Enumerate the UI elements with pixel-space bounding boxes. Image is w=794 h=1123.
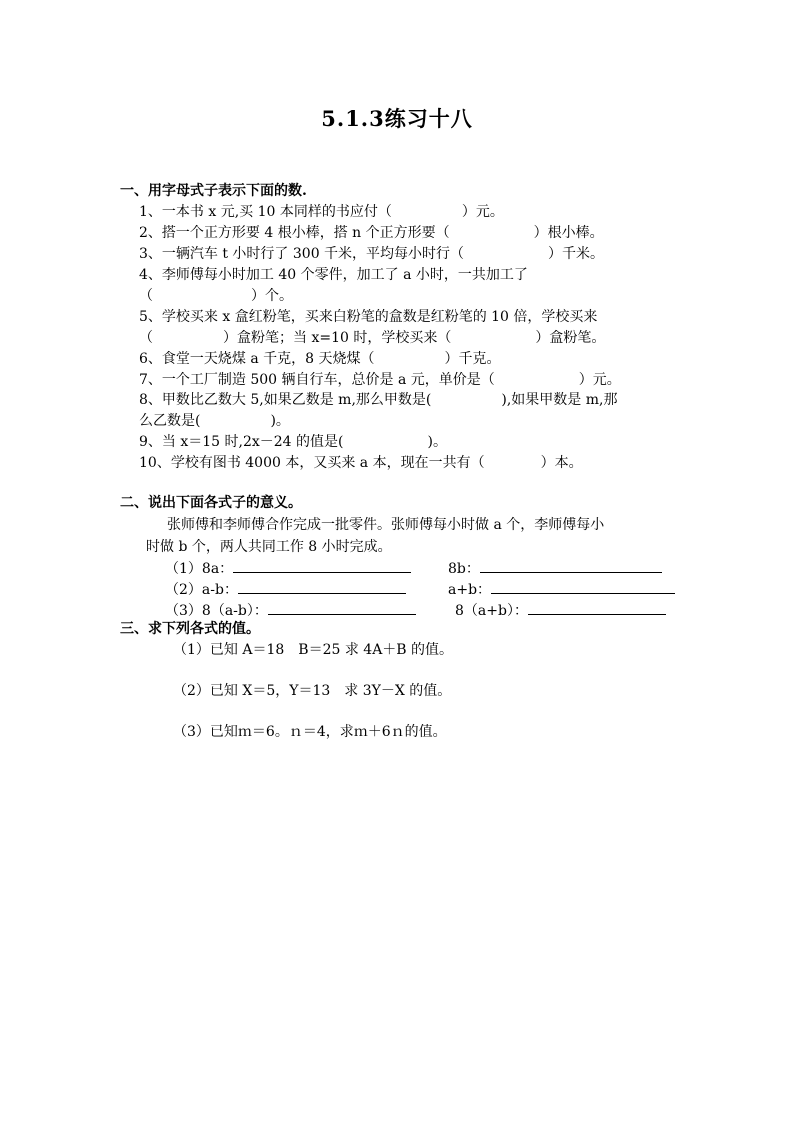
question-10: 10、学校有图书 4000 本，又买来 a 本，现在一共有（ ）本。 xyxy=(139,455,583,471)
section1-heading: 一、用字母式子表示下面的数. xyxy=(120,183,307,199)
label-8-a-plus-b: 8（a+b）： xyxy=(455,603,528,619)
question-4-line1: 4、李师傅每小时加工 40 个零件，加工了 a 小时，一共加工了 xyxy=(139,267,528,283)
question-5-line1: 5、学校买来 x 盒红粉笔，买来白粉笔的盒数是红粉笔的 10 倍，学校买来 xyxy=(139,309,598,325)
meaning-row-1-left xyxy=(165,558,411,578)
question-6: 6、食堂一天烧煤 a 千克，8 天烧煤（ ）千克。 xyxy=(139,351,501,367)
meaning-row-2-left xyxy=(165,579,406,599)
answer-line-8b[interactable] xyxy=(480,558,662,573)
meaning-row-3-right xyxy=(455,600,666,620)
label-8a: （1）8a： xyxy=(165,561,234,577)
meaning-row-1-right xyxy=(448,558,662,578)
section2-heading: 二、说出下面各式子的意义。 xyxy=(120,495,302,511)
section3-heading: 三、求下列各式的值。 xyxy=(120,621,260,637)
answer-line-8-a-minus-b[interactable] xyxy=(268,600,416,615)
answer-line-8-a-plus-b[interactable] xyxy=(528,600,666,615)
meaning-row-3-left xyxy=(165,600,416,620)
answer-line-a-plus-b[interactable] xyxy=(491,579,675,594)
question-4-line2: （ ）个。 xyxy=(139,288,293,304)
question-1: 1、一本书 x 元,买 10 本同样的书应付（ ）元。 xyxy=(139,204,504,220)
question-9: 9、当 x＝15 时,2x－24 的值是( )。 xyxy=(139,434,447,450)
section2-intro-line2: 时做 b 个，两人共同工作 8 小时完成。 xyxy=(146,539,392,555)
question-5-line2: （ ）盒粉笔；当 x=10 时，学校买来（ ）盒粉笔。 xyxy=(139,330,606,346)
answer-line-8a[interactable] xyxy=(233,558,411,573)
page-title: 5.1.3练习十八 xyxy=(321,106,473,131)
question-2: 2、搭一个正方形要 4 根小棒，搭 n 个正方形要（ ）根小棒。 xyxy=(139,225,604,241)
problem-2: （2）已知 X＝5，Y＝13 求 3Y－X 的值。 xyxy=(173,683,452,699)
section2-intro-line1: 张师傅和李师傅合作完成一批零件。张师傅每小时做 a 个，李师傅每小 xyxy=(167,517,605,533)
question-7: 7、一个工厂制造 500 辆自行车，总价是 a 元，单价是（ ）元。 xyxy=(139,372,621,388)
problem-3: （3）已知ｍ＝6。ｎ＝4，求ｍ＋6ｎ的值。 xyxy=(173,724,447,740)
question-3: 3、一辆汽车 t 小时行了 300 千米，平均每小时行（ ）千米。 xyxy=(139,246,605,262)
question-8-line1: 8、甲数比乙数大 5,如果乙数是 m,那么甲数是( ),如果甲数是 m,那 xyxy=(139,392,618,408)
problem-1: （1）已知 A＝18 B＝25 求 4A＋B 的值。 xyxy=(173,642,454,658)
question-8-line2: 么乙数是( )。 xyxy=(139,413,290,429)
label-a-minus-b: （2）a-b： xyxy=(165,582,238,598)
answer-line-a-minus-b[interactable] xyxy=(238,579,406,594)
meaning-row-2-right xyxy=(448,579,675,599)
label-8-a-minus-b: （3）8（a-b）： xyxy=(165,603,268,619)
label-a-plus-b: a+b： xyxy=(448,582,492,598)
label-8b: 8b： xyxy=(448,561,480,577)
